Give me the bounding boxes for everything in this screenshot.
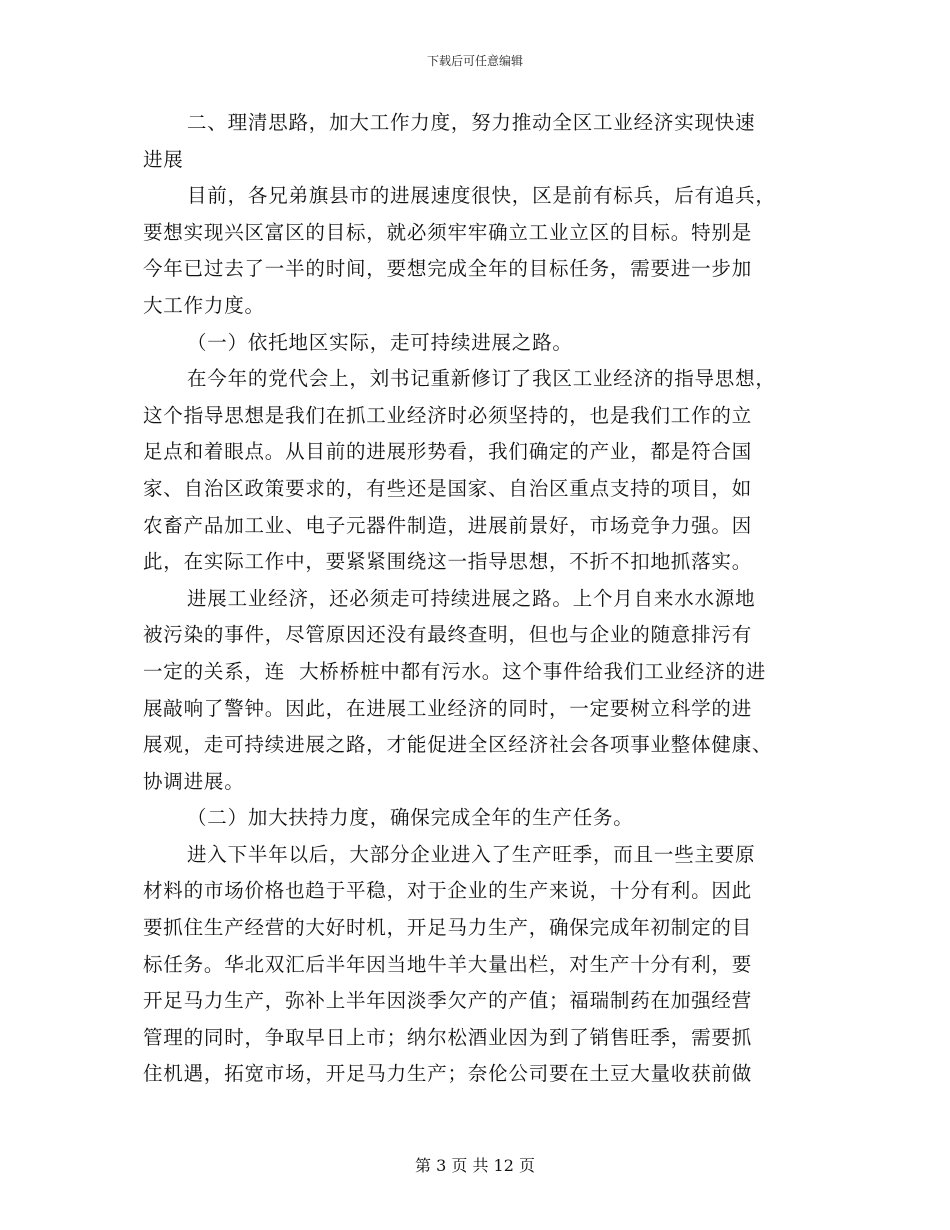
body-text-line: 这个指导思想是我们在抓工业经济时必须坚持的，也是我们工作的立 xyxy=(143,403,753,427)
body-text-line: 目前，各兄弟旗县市的进展速度很快，区是前有标兵，后有追兵， xyxy=(187,184,776,208)
body-text-line: 住机遇，拓宽市场，开足马力生产；奈伦公司要在土豆大量收获前做 xyxy=(143,1062,753,1086)
body-text-line: 在今年的党代会上，刘书记重新修订了我区工业经济的指导思想， xyxy=(187,367,776,391)
body-text-line: （二）加大扶持力度，确保完成全年的生产任务。 xyxy=(187,806,634,830)
page-footer: 第 3 页 共 12 页 xyxy=(415,1156,535,1175)
body-text-line: 大工作力度。 xyxy=(143,293,265,317)
body-text-line: 展观，走可持续进展之路，才能促进全区经济社会各项事业整体健康、 xyxy=(143,733,773,757)
body-text-line: 要想实现兴区富区的目标，就必须牢牢确立工业立区的目标。特别是 xyxy=(143,220,753,244)
body-text-line: 足点和着眼点。从目前的进展形势看，我们确定的产业，都是符合国 xyxy=(143,440,753,464)
body-text-line: 管理的同时，争取早日上市；纳尔松酒业因为到了销售旺季，需要抓 xyxy=(143,1025,753,1049)
body-text-line: 被污染的事件，尽管原因还没有最终查明，但也与企业的随意排污有 xyxy=(143,623,753,647)
body-text-line: 标任务。华北双汇后半年因当地牛羊大量出栏，对生产十分有利，要 xyxy=(143,952,753,976)
body-text-line: 一定的关系，连 大桥桥桩中都有污水。这个事件给我们工业经济的进 xyxy=(143,659,766,683)
document-body xyxy=(143,105,807,1093)
body-text-line: 协调进展。 xyxy=(143,769,245,793)
body-text-line: （一）依托地区实际，走可持续进展之路。 xyxy=(187,330,573,354)
body-text-line: 材料的市场价格也趋于平稳，对于企业的生产来说，十分有利。因此 xyxy=(143,879,753,903)
body-text-line: 二、理清思路，加大工作力度，努力推动全区工业经济实现快速 xyxy=(187,111,756,134)
body-text-line: 进入下半年以后，大部分企业进入了生产旺季，而且一些主要原 xyxy=(187,842,756,866)
body-text-line: 家、自治区政策要求的，有些还是国家、自治区重点支持的项目，如 xyxy=(143,476,753,500)
body-text-line: 今年已过去了一半的时间，要想完成全年的目标任务，需要进一步加 xyxy=(143,257,753,281)
body-text-line: 此，在实际工作中，要紧紧围绕这一指导思想，不折不扣地抓落实。 xyxy=(143,550,753,574)
body-text-line: 农畜产品加工业、电子元器件制造，进展前景好，市场竞争力强。因 xyxy=(143,513,753,537)
body-text-line: 进展 xyxy=(143,147,184,171)
body-text-line: 展敲响了警钟。因此，在进展工业经济的同时，一定要树立科学的进 xyxy=(143,696,753,720)
body-text-line: 开足马力生产，弥补上半年因淡季欠产的产值；福瑞制药在加强经营 xyxy=(143,989,753,1013)
body-text-line: 进展工业经济，还必须走可持续进展之路。上个月自来水水源地 xyxy=(187,586,756,610)
page-header: 下载后可任意编辑 xyxy=(426,54,523,68)
body-text-line: 要抓住生产经营的大好时机，开足马力生产，确保完成年初制定的目 xyxy=(143,916,753,940)
